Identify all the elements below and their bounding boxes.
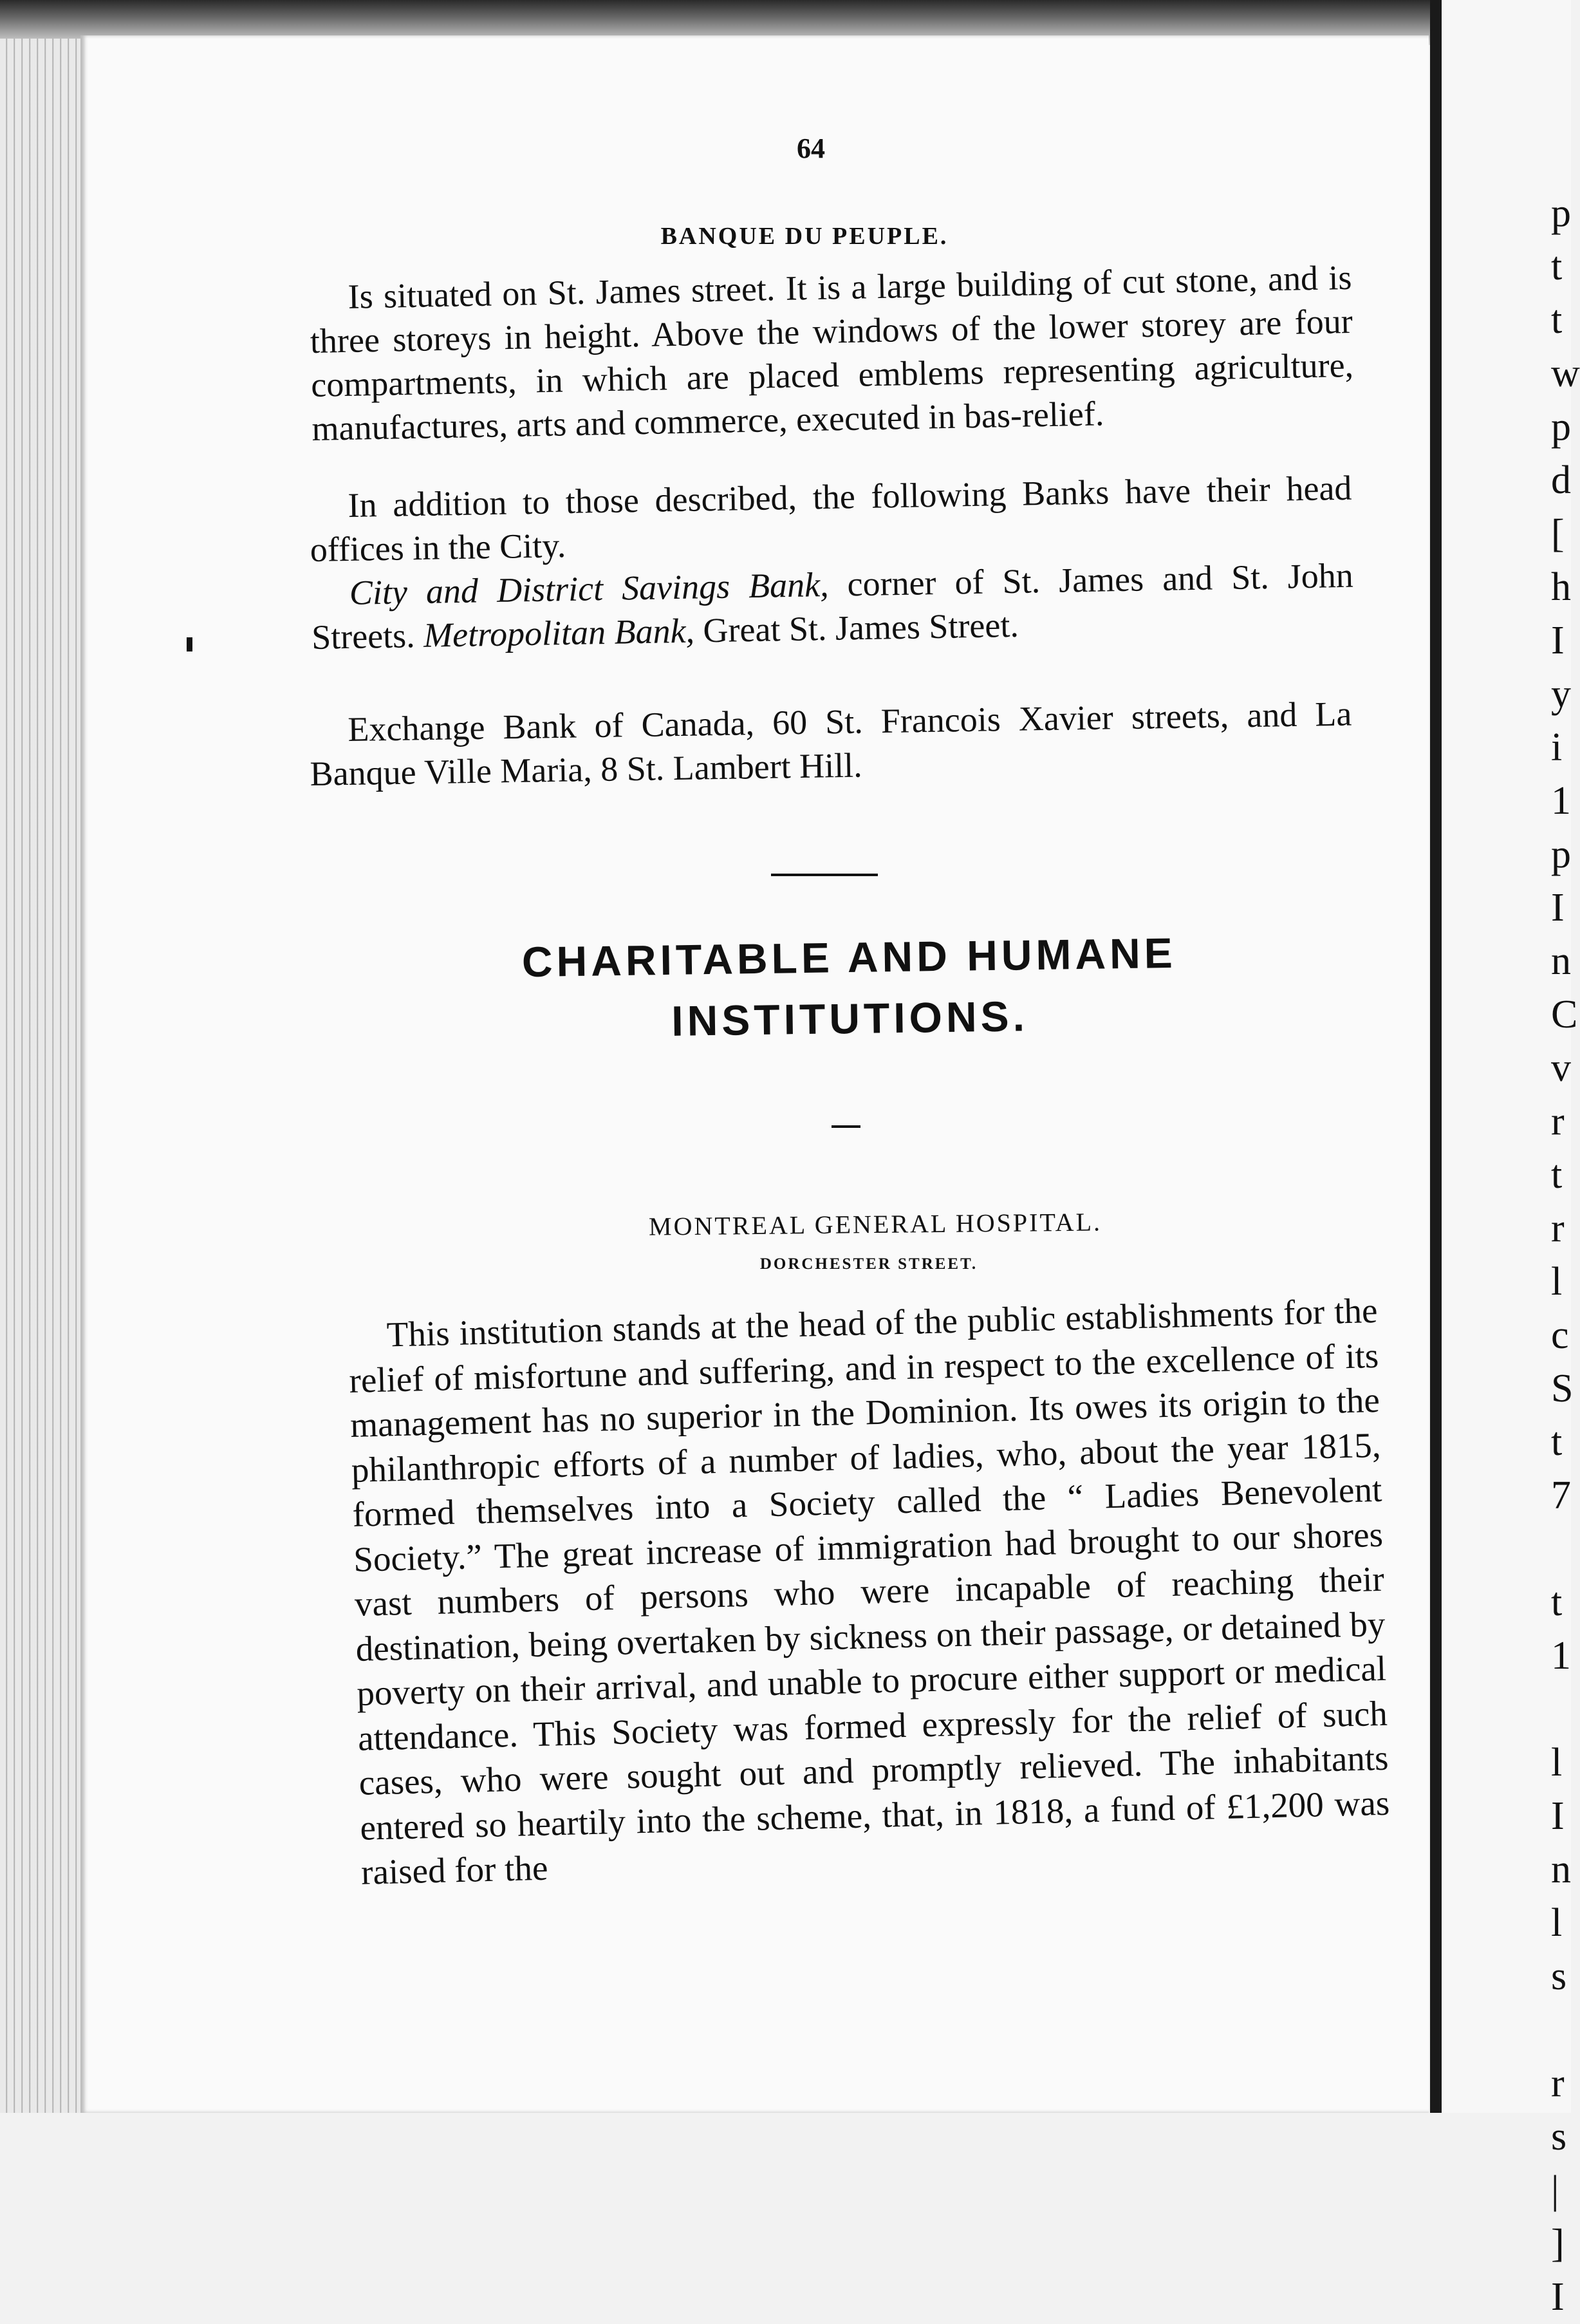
next-page-characters: p t t w p d [ h I y i 1 p I n C v r t r l c S t 7 t 1 l I n l s r s | ] I [1551, 191, 1580, 2319]
page-number: 64 [797, 133, 825, 164]
bank2-name: Metropolitan Bank, [423, 611, 695, 655]
exchange-bank-paragraph: Exchange Bank of Canada, 60 St. Francois Xavier streets, and La Banque Ville Maria, 8 St. Lambert Hill. [310, 694, 1352, 793]
margin-mark [187, 637, 192, 651]
banque-paragraph: Is situated on St. James street. It is a large building of cut stone, and is three storeys in height. Above the windows of the lower storey are four compartments, in which are placed emblems representing agriculture, manufactures, arts and commerce, executed in bas-relief. [310, 258, 1354, 448]
banque-heading: BANQUE DU PEUPLE. [660, 223, 949, 250]
banks-list [309, 466, 1355, 659]
banks-intro: In addition to those described, the following Banks have their head offices in the City. [310, 468, 1352, 569]
section-divider [771, 874, 878, 876]
charitable-heading [398, 921, 1301, 1056]
short-divider [832, 1125, 860, 1128]
banque-description [309, 256, 1355, 451]
book-page-edges [0, 39, 86, 2113]
book-gutter [1430, 0, 1442, 2113]
charitable-heading-line1: CHARITABLE AND HUMANE [521, 928, 1177, 986]
bank1-name: City and District Savings Bank, [349, 565, 830, 612]
hospital-title: MONTREAL GENERAL HOSPITAL. [648, 1207, 1102, 1241]
exchange-bank-block [309, 692, 1353, 796]
hospital-paragraph: This institution stands at the head of the public establishments for the relief of misfortune and suffering, and in respect to the excellence of its management has no superior in the Dominion. Its owes its origin to the philanthropic efforts of a number of ladies, who, about the year 1815, formed themselves into a Society called the “ Ladies Benevolent Society.” The great increase of immigration had brought to our shores vast numbers of persons who were incapable of reaching their destination, being overtaken by sickness on their passage, or detained by poverty on their arrival, and unable to procure either support or medical attendance. This Society was formed expressly for the relief of such cases, who were sought out and promptly relieved. The inhabitants entered so heartily into the scheme, that, in 1818, a fund of £1,200 was raised for the [348, 1290, 1390, 1892]
bank2-location: Great St. James Street. [694, 605, 1019, 650]
hospital-subtitle: DORCHESTER STREET. [759, 1255, 978, 1273]
bank1-location: corner of St. James and St. John Streets. [311, 556, 1354, 657]
hospital-description [348, 1288, 1391, 1895]
charitable-heading-line2: INSTITUTIONS. [671, 992, 1029, 1045]
next-page-edge [1442, 0, 1580, 2319]
banks-entries [310, 554, 1354, 659]
